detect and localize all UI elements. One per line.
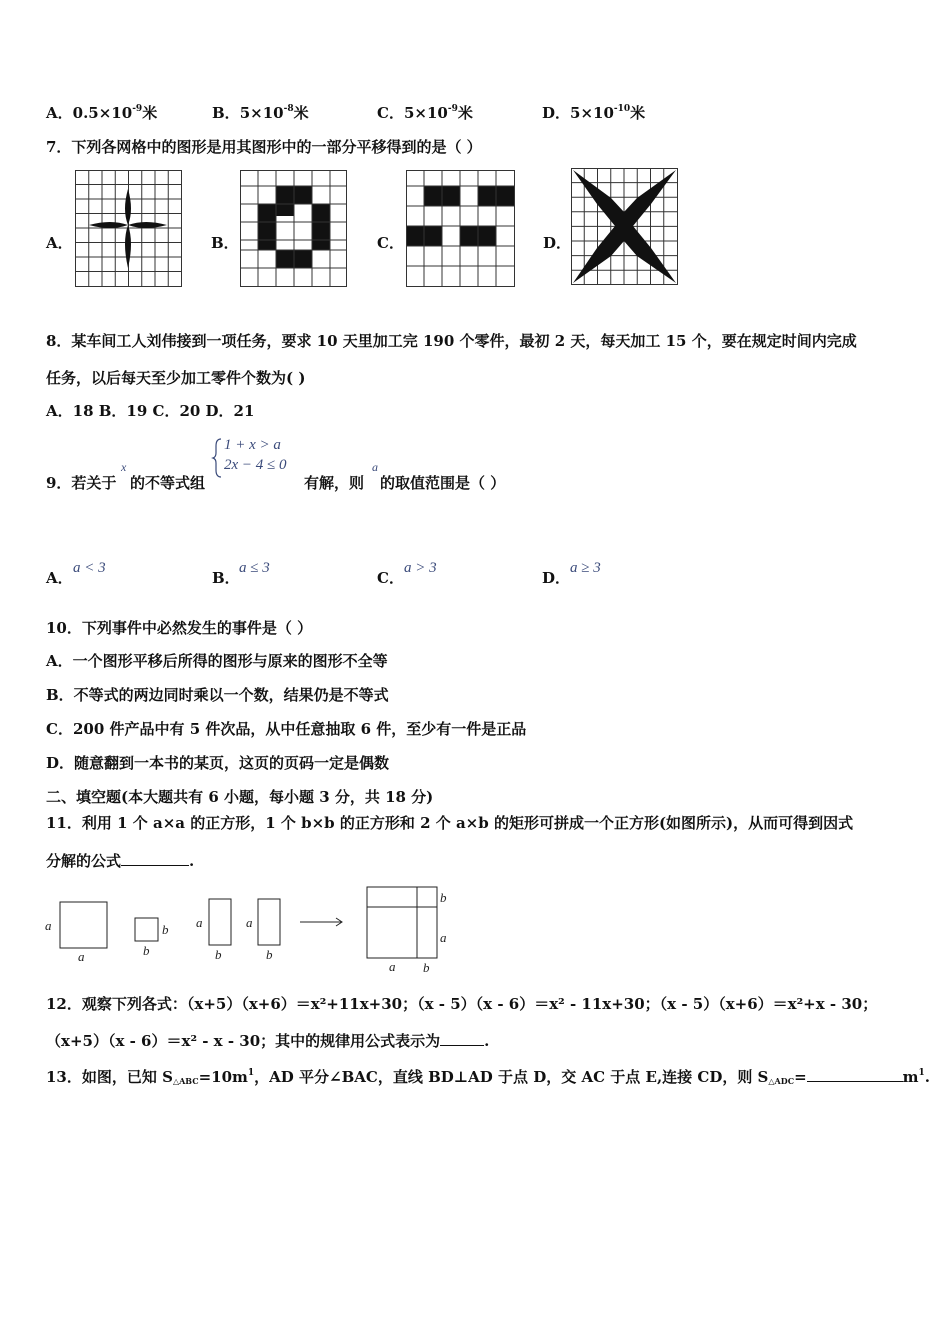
q11-stem-line2: [46, 850, 194, 871]
option-exponent: -8: [283, 104, 294, 114]
q11-stem-period: .: [189, 852, 195, 870]
q7-label-a: A．: [46, 234, 73, 252]
q12-line1: 12．观察下列各式：（x+5）（x+6）＝x²+11x+30；（x - 5）（x - 6）＝x² - 11x+30；（x - 5）（x+6）＝x²+x - 30；: [46, 995, 878, 1013]
option-label: A．: [46, 569, 73, 587]
grid-figure-b: [240, 170, 348, 287]
q10-option-a: A．一个图形平移后所得的图形与原来的图形不全等: [46, 652, 388, 670]
q9-option-d: [542, 567, 570, 588]
q12-line2: [46, 1030, 489, 1051]
label-b: b: [162, 922, 169, 937]
q9-stem-part1: 9．若关于: [46, 474, 117, 492]
q6-option-b: [212, 102, 309, 123]
superscript: 1: [918, 1068, 925, 1078]
q9-stem-part4: 的取值范围是（ ）: [380, 474, 506, 492]
label-a: a: [78, 949, 85, 964]
q10-option-d: D．随意翻到一本书的某页，这页的页码一定是偶数: [46, 754, 390, 772]
square-a: [60, 902, 107, 948]
option-unit: 米: [293, 104, 309, 122]
option-value: 5×10: [239, 104, 284, 122]
q13-text: 13．如图，已知 S: [46, 1068, 173, 1086]
option-unit: 米: [142, 104, 158, 122]
q7-label-b: B．: [211, 234, 239, 252]
q13-text: ，AD 平分∠BAC，直线 BD⊥AD 于点 D，交 AC 于点 E,连接 CD，则 S: [254, 1068, 769, 1086]
rect-ab-2: [258, 899, 280, 945]
label-b: b: [143, 943, 150, 958]
q7-stem: 7．下列各网格中的图形是用其图形中的一部分平移得到的是（ ）: [46, 138, 482, 156]
q12-line2-period: .: [484, 1032, 490, 1050]
q11-stem-line1: 11．利用 1 个 a×a 的正方形，1 个 b×b 的正方形和 2 个 a×b 的矩形可拼成一个正方形(如图所示)，从而可得到因式: [46, 814, 854, 832]
q9-option-d-math: a ≥ 3: [570, 560, 601, 576]
option-exponent: -9: [447, 104, 458, 114]
option-label: D．: [542, 569, 571, 587]
grid-figure-a: [75, 170, 183, 287]
answer-blank[interactable]: [121, 851, 189, 866]
q9-option-b: [212, 567, 240, 588]
q13-text: =10m: [198, 1068, 248, 1086]
q11-stem-text: 分解的公式: [46, 852, 122, 870]
answer-blank[interactable]: [440, 1031, 484, 1046]
q8-options: A．18 B．19 C．20 D．21: [46, 402, 255, 420]
option-label: C．: [377, 569, 404, 587]
option-value: 0.5×10: [72, 104, 133, 122]
grid-figure-c: [406, 170, 516, 287]
option-unit: 米: [630, 104, 646, 122]
option-exponent: -10: [613, 104, 631, 114]
rect-ab-1: [209, 899, 231, 945]
q6-option-c: [377, 102, 473, 123]
q11-figure: [40, 885, 460, 980]
subscript: △ADC: [768, 1076, 795, 1086]
option-value: 5×10: [570, 104, 614, 122]
q12-line2-text: （x+5）（x - 6）＝x² - x - 30；其中的规律用公式表示为: [46, 1032, 441, 1050]
q13-stem: [46, 1066, 930, 1087]
option-label: A．: [46, 104, 73, 122]
option-label: D．: [542, 104, 571, 122]
subscript: △ABC: [172, 1076, 199, 1086]
answer-blank[interactable]: [807, 1067, 903, 1082]
option-label: B．: [212, 569, 240, 587]
label-b: b: [423, 960, 430, 975]
q13-text: m: [902, 1068, 919, 1086]
option-unit: 米: [457, 104, 473, 122]
q7-label-d: D．: [543, 234, 572, 252]
q13-text: =: [794, 1068, 807, 1086]
q9-option-b-math: a ≤ 3: [239, 560, 270, 576]
big-square: [367, 887, 437, 958]
grid-figure-d: [571, 168, 679, 286]
label-a: a: [196, 915, 203, 930]
q8-stem-line2: 任务，以后每天至少加工零件个数为( ): [46, 369, 306, 387]
q6-option-a: [46, 102, 157, 123]
q8-stem-line1: 8．某车间工人刘伟接到一项任务，要求 10 天里加工完 190 个零件，最初 2 天，每天加工 15 个，要在规定时间内完成: [46, 332, 857, 350]
label-b: b: [215, 947, 222, 962]
q6-option-d: [542, 102, 645, 123]
brace-icon: [213, 438, 223, 478]
label-b: b: [266, 947, 273, 962]
q9-var-a: a: [372, 460, 378, 474]
q7-label-c: C．: [377, 234, 404, 252]
q9-var-x: x: [121, 460, 127, 474]
option-label: C．: [377, 104, 404, 122]
q10-stem: 10．下列事件中必然发生的事件是（ ）: [46, 619, 313, 637]
q10-option-c: C．200 件产品中有 5 件次品，从中任意抽取 6 件，至少有一件是正品: [46, 720, 527, 738]
option-exponent: -9: [132, 104, 143, 114]
superscript: 1: [247, 1068, 255, 1078]
q9-stem-part3: 有解，则: [304, 474, 365, 492]
q9-option-c: [377, 567, 404, 588]
section-heading: 二、填空题(本大题共有 6 小题，每小题 3 分，共 18 分): [46, 788, 434, 806]
q9-option-a-math: a < 3: [73, 560, 106, 576]
label-a: a: [246, 915, 253, 930]
option-value: 5×10: [403, 104, 448, 122]
q9-stem-part2: 的不等式组: [130, 474, 206, 492]
q9-system-line2: 2x − 4 ≤ 0: [224, 457, 287, 473]
q9-system-line1: 1 + x > a: [224, 437, 281, 453]
q13-text: .: [924, 1068, 931, 1086]
option-label: B．: [212, 104, 240, 122]
q9-option-a: [46, 567, 73, 588]
q10-option-b: B．不等式的两边同时乘以一个数，结果仍是不等式: [46, 686, 389, 704]
label-b: b: [440, 890, 447, 905]
square-b: [135, 918, 158, 941]
label-a: a: [440, 930, 447, 945]
label-a: a: [45, 918, 52, 933]
q9-option-c-math: a > 3: [404, 560, 437, 576]
label-a: a: [389, 959, 396, 974]
grid-lines: [240, 170, 347, 287]
